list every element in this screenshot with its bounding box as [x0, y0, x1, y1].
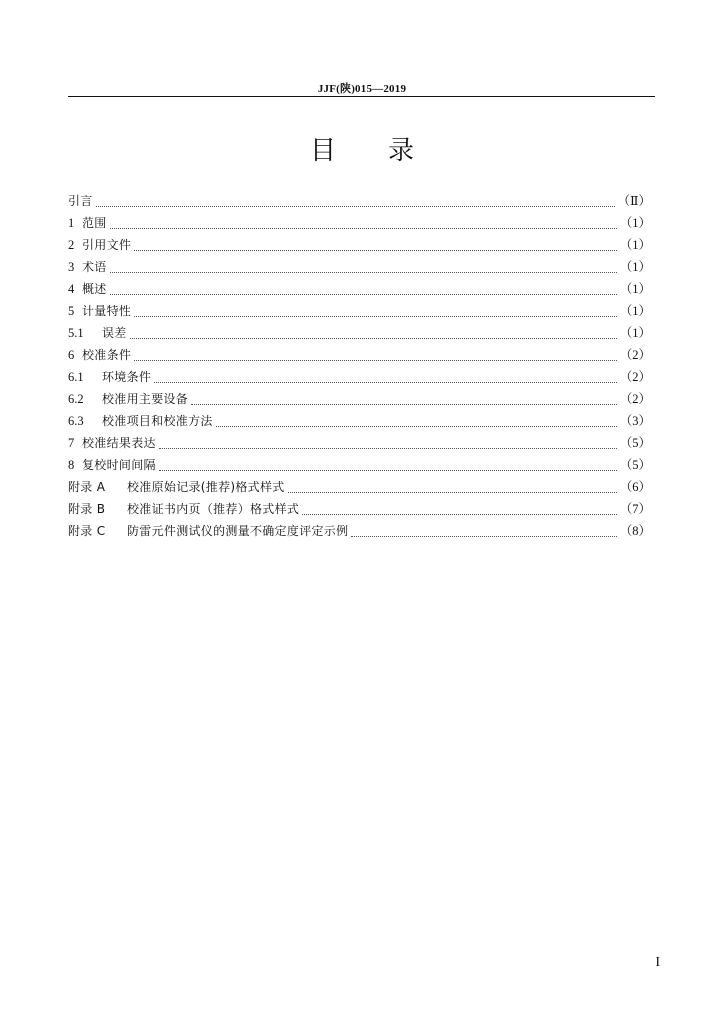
dot-leader [134, 316, 617, 317]
toc-entry-number: 附录 A [68, 480, 106, 494]
toc-entry-number: 6.3 [68, 414, 84, 428]
toc-entry-page: （1） [619, 326, 651, 340]
dot-leader [154, 382, 617, 383]
toc-entry-text: 校准项目和校准方法 [102, 414, 213, 428]
toc-entry-text: 概述 [82, 282, 107, 296]
toc-entry-7[interactable] [68, 432, 651, 454]
toc-entry-text: 计量特性 [82, 304, 132, 318]
toc-entry-page: （Ⅱ） [617, 194, 651, 208]
toc-title-char-2: 录 [388, 136, 415, 166]
toc-entry-appendix-b[interactable] [68, 498, 651, 520]
toc-entry-number: 2 [68, 238, 75, 252]
toc-entry-number: 4 [68, 282, 75, 296]
dot-leader [110, 272, 617, 273]
standard-code: JJF(陕)015—2019 [317, 83, 407, 95]
toc-entry-text: 校准证书内页（推荐）格式样式 [127, 502, 300, 516]
toc-entry-6-3[interactable] [68, 410, 651, 432]
toc-entry-text: 校准条件 [82, 348, 132, 362]
dot-leader [130, 338, 617, 339]
toc-entry-page: （3） [619, 414, 651, 428]
toc-entry-text: 校准原始记录(推荐)格式样式 [127, 480, 285, 494]
toc-list [68, 190, 651, 542]
toc-entry-5-1[interactable] [68, 322, 651, 344]
toc-entry-appendix-a[interactable] [68, 476, 651, 498]
toc-entry-number: 5.1 [68, 326, 84, 340]
toc-entry-number: 8 [68, 458, 75, 472]
toc-entry-1[interactable] [68, 212, 651, 234]
toc-entry-8[interactable] [68, 454, 651, 476]
toc-entry-text: 防雷元件测试仪的测量不确定度评定示例 [127, 524, 349, 538]
toc-entry-number: 5 [68, 304, 75, 318]
toc-entry-page: （7） [619, 502, 651, 516]
toc-entry-page: （1） [619, 304, 651, 318]
dot-leader [134, 250, 617, 251]
toc-entry-page: （1） [619, 282, 651, 296]
dot-leader [288, 492, 617, 493]
dot-leader [351, 536, 616, 537]
toc-entry-text: 复校时间间隔 [82, 458, 156, 472]
toc-entry-page: （1） [619, 260, 651, 274]
toc-entry-page: （6） [619, 480, 651, 494]
toc-entry-6[interactable] [68, 344, 651, 366]
toc-entry-number: 附录 C [68, 524, 106, 538]
dot-leader [110, 228, 617, 229]
toc-entry-6-2[interactable] [68, 388, 651, 410]
toc-entry-3[interactable] [68, 256, 651, 278]
toc-entry-page: （1） [619, 216, 651, 230]
header-rule [68, 96, 655, 97]
toc-entry-text: 校准用主要设备 [102, 392, 189, 406]
dot-leader [302, 514, 617, 515]
toc-entry-number: 1 [68, 216, 75, 230]
toc-entry-number: 6.1 [68, 370, 84, 384]
toc-entry-text: 引言 [68, 194, 93, 208]
toc-title [0, 134, 724, 168]
toc-title-char-1: 目 [309, 136, 336, 166]
toc-entry-text: 引用文件 [82, 238, 132, 252]
toc-entry-number: 3 [68, 260, 75, 274]
dot-leader [110, 294, 617, 295]
toc-entry-page: （8） [619, 524, 651, 538]
toc-entry-2[interactable] [68, 234, 651, 256]
dot-leader [216, 426, 617, 427]
toc-entry-page: （5） [619, 436, 651, 450]
dot-leader [159, 470, 617, 471]
toc-entry-number: 7 [68, 436, 75, 450]
dot-leader [134, 360, 617, 361]
toc-entry-text: 误差 [102, 326, 127, 340]
toc-entry-appendix-c[interactable] [68, 520, 651, 542]
toc-entry-page: （2） [619, 370, 651, 384]
toc-entry-text: 术语 [82, 260, 107, 274]
toc-entry-4[interactable] [68, 278, 651, 300]
toc-entry-5[interactable] [68, 300, 651, 322]
toc-entry-6-1[interactable] [68, 366, 651, 388]
toc-entry-page: （2） [619, 392, 651, 406]
toc-entry-page: （2） [619, 348, 651, 362]
toc-entry-text: 范围 [82, 216, 107, 230]
toc-entry-number: 附录 B [68, 502, 106, 516]
dot-leader [96, 206, 615, 207]
dot-leader [191, 404, 617, 405]
toc-entry-intro[interactable] [68, 190, 651, 212]
toc-entry-page: （5） [619, 458, 651, 472]
toc-entry-text: 环境条件 [102, 370, 152, 384]
toc-entry-page: （1） [619, 238, 651, 252]
toc-entry-number: 6 [68, 348, 75, 362]
toc-entry-number: 6.2 [68, 392, 84, 406]
toc-entry-text: 校准结果表达 [82, 436, 156, 450]
dot-leader [159, 448, 617, 449]
page-number: I [655, 955, 660, 970]
